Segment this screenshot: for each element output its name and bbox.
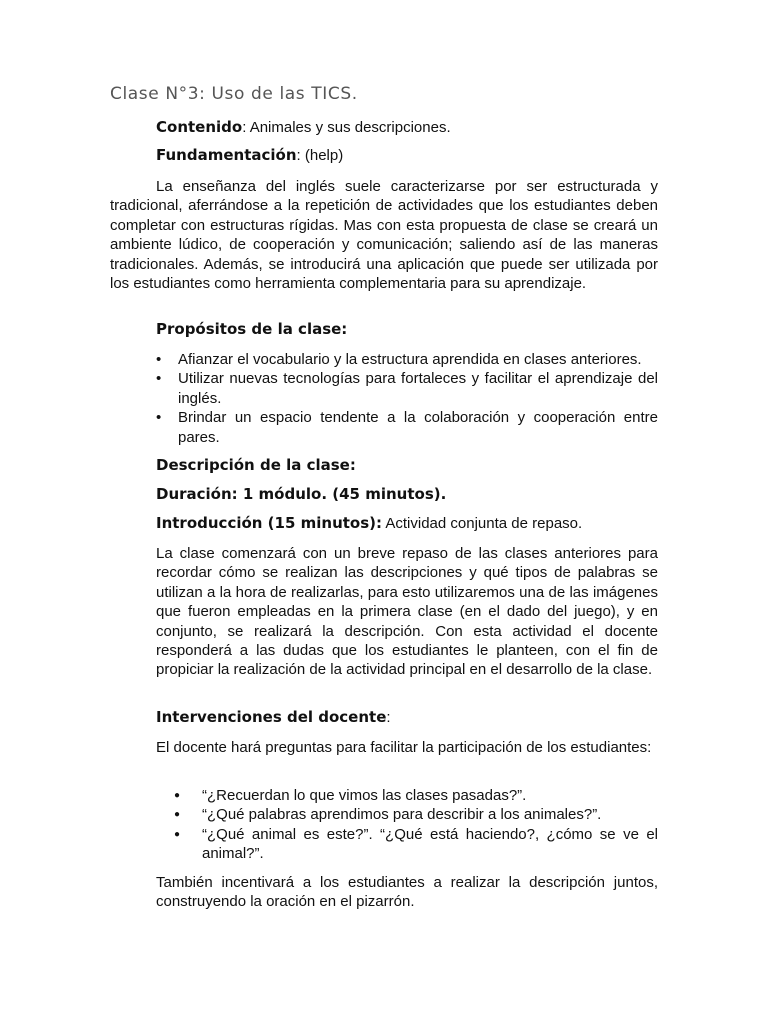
list-item: • Brindar un espacio tendente a la colaboración y cooperación entre pares. xyxy=(156,408,658,447)
contenido-text: : Animales y sus descripciones. xyxy=(242,119,451,136)
duracion-line: Duración: 1 módulo. (45 minutos). xyxy=(156,485,447,503)
fundamentacion-paragraph: La enseñanza del inglés suele caracterizarse por ser estructurada y tradicional, aferrándose a la repetición de actividades que los estudiantes deben completar con estructuras rígidas. Mas con esta propuesta de clase se creará un ambiente lúdico, de cooperación y comunicación; saliendo así de las maneras tradicionales. Además, se introducirá una aplicación que puede ser utilizada por los estudiantes como herramienta complementaria para su aprendizaje. xyxy=(110,178,658,293)
fundamentacion-line xyxy=(156,146,658,165)
questions-list xyxy=(174,786,658,864)
list-item: ● “¿Recuerdan lo que vimos las clases pasadas?”. xyxy=(174,786,658,805)
introduccion-paragraph: La clase comenzará con un breve repaso de las clases anteriores para recordar cómo se realizan las descripciones y qué tipos de palabras se utilizan a la hora de realizarlas, para esto utilizaremos una de las imágenes que fueron empleadas en la primera clase (en el dado del juego), y en conjunto, se realizará la descripción. Con esta actividad el docente responderá a las dudas que los estudiantes le planteen, con el fin de propiciar la realización de la actividad principal en el desarrollo de la clase. xyxy=(156,545,658,679)
intervenciones-label: Intervenciones del docente xyxy=(156,708,387,726)
descripcion-heading: Descripción de la clase: xyxy=(156,456,356,474)
list-item: ● “¿Qué animal es este?”. “¿Qué está haciendo?, ¿cómo se ve el animal?”. xyxy=(174,825,658,864)
contenido-line xyxy=(156,118,658,137)
introduccion-text: Actividad conjunta de repaso. xyxy=(382,515,583,532)
intervenciones-line xyxy=(156,708,658,727)
page-title: Clase N°3: Uso de las TICS. xyxy=(110,84,358,104)
propositos-list xyxy=(156,350,658,447)
fundamentacion-label: Fundamentación xyxy=(156,146,297,164)
list-item: • Afianzar el vocabulario y la estructura aprendida en clases anteriores. xyxy=(156,350,658,369)
list-item: • Utilizar nuevas tecnologías para fortaleces y facilitar el aprendizaje del inglés. xyxy=(156,369,658,408)
propositos-heading: Propósitos de la clase: xyxy=(156,320,348,338)
list-item: ● “¿Qué palabras aprendimos para describir a los animales?”. xyxy=(174,805,658,824)
introduccion-label: Introducción (15 minutos): xyxy=(156,514,383,532)
introduccion-line xyxy=(156,514,658,533)
contenido-label: Contenido xyxy=(156,118,243,136)
intervenciones-colon: : xyxy=(386,709,391,726)
intervenciones-paragraph: El docente hará preguntas para facilitar la participación de los estudiantes: xyxy=(156,739,652,756)
fundamentacion-text: : (help) xyxy=(296,147,344,164)
closing-paragraph: También incentivará a los estudiantes a realizar la descripción juntos, construyendo la oración en el pizarrón. xyxy=(156,874,658,911)
